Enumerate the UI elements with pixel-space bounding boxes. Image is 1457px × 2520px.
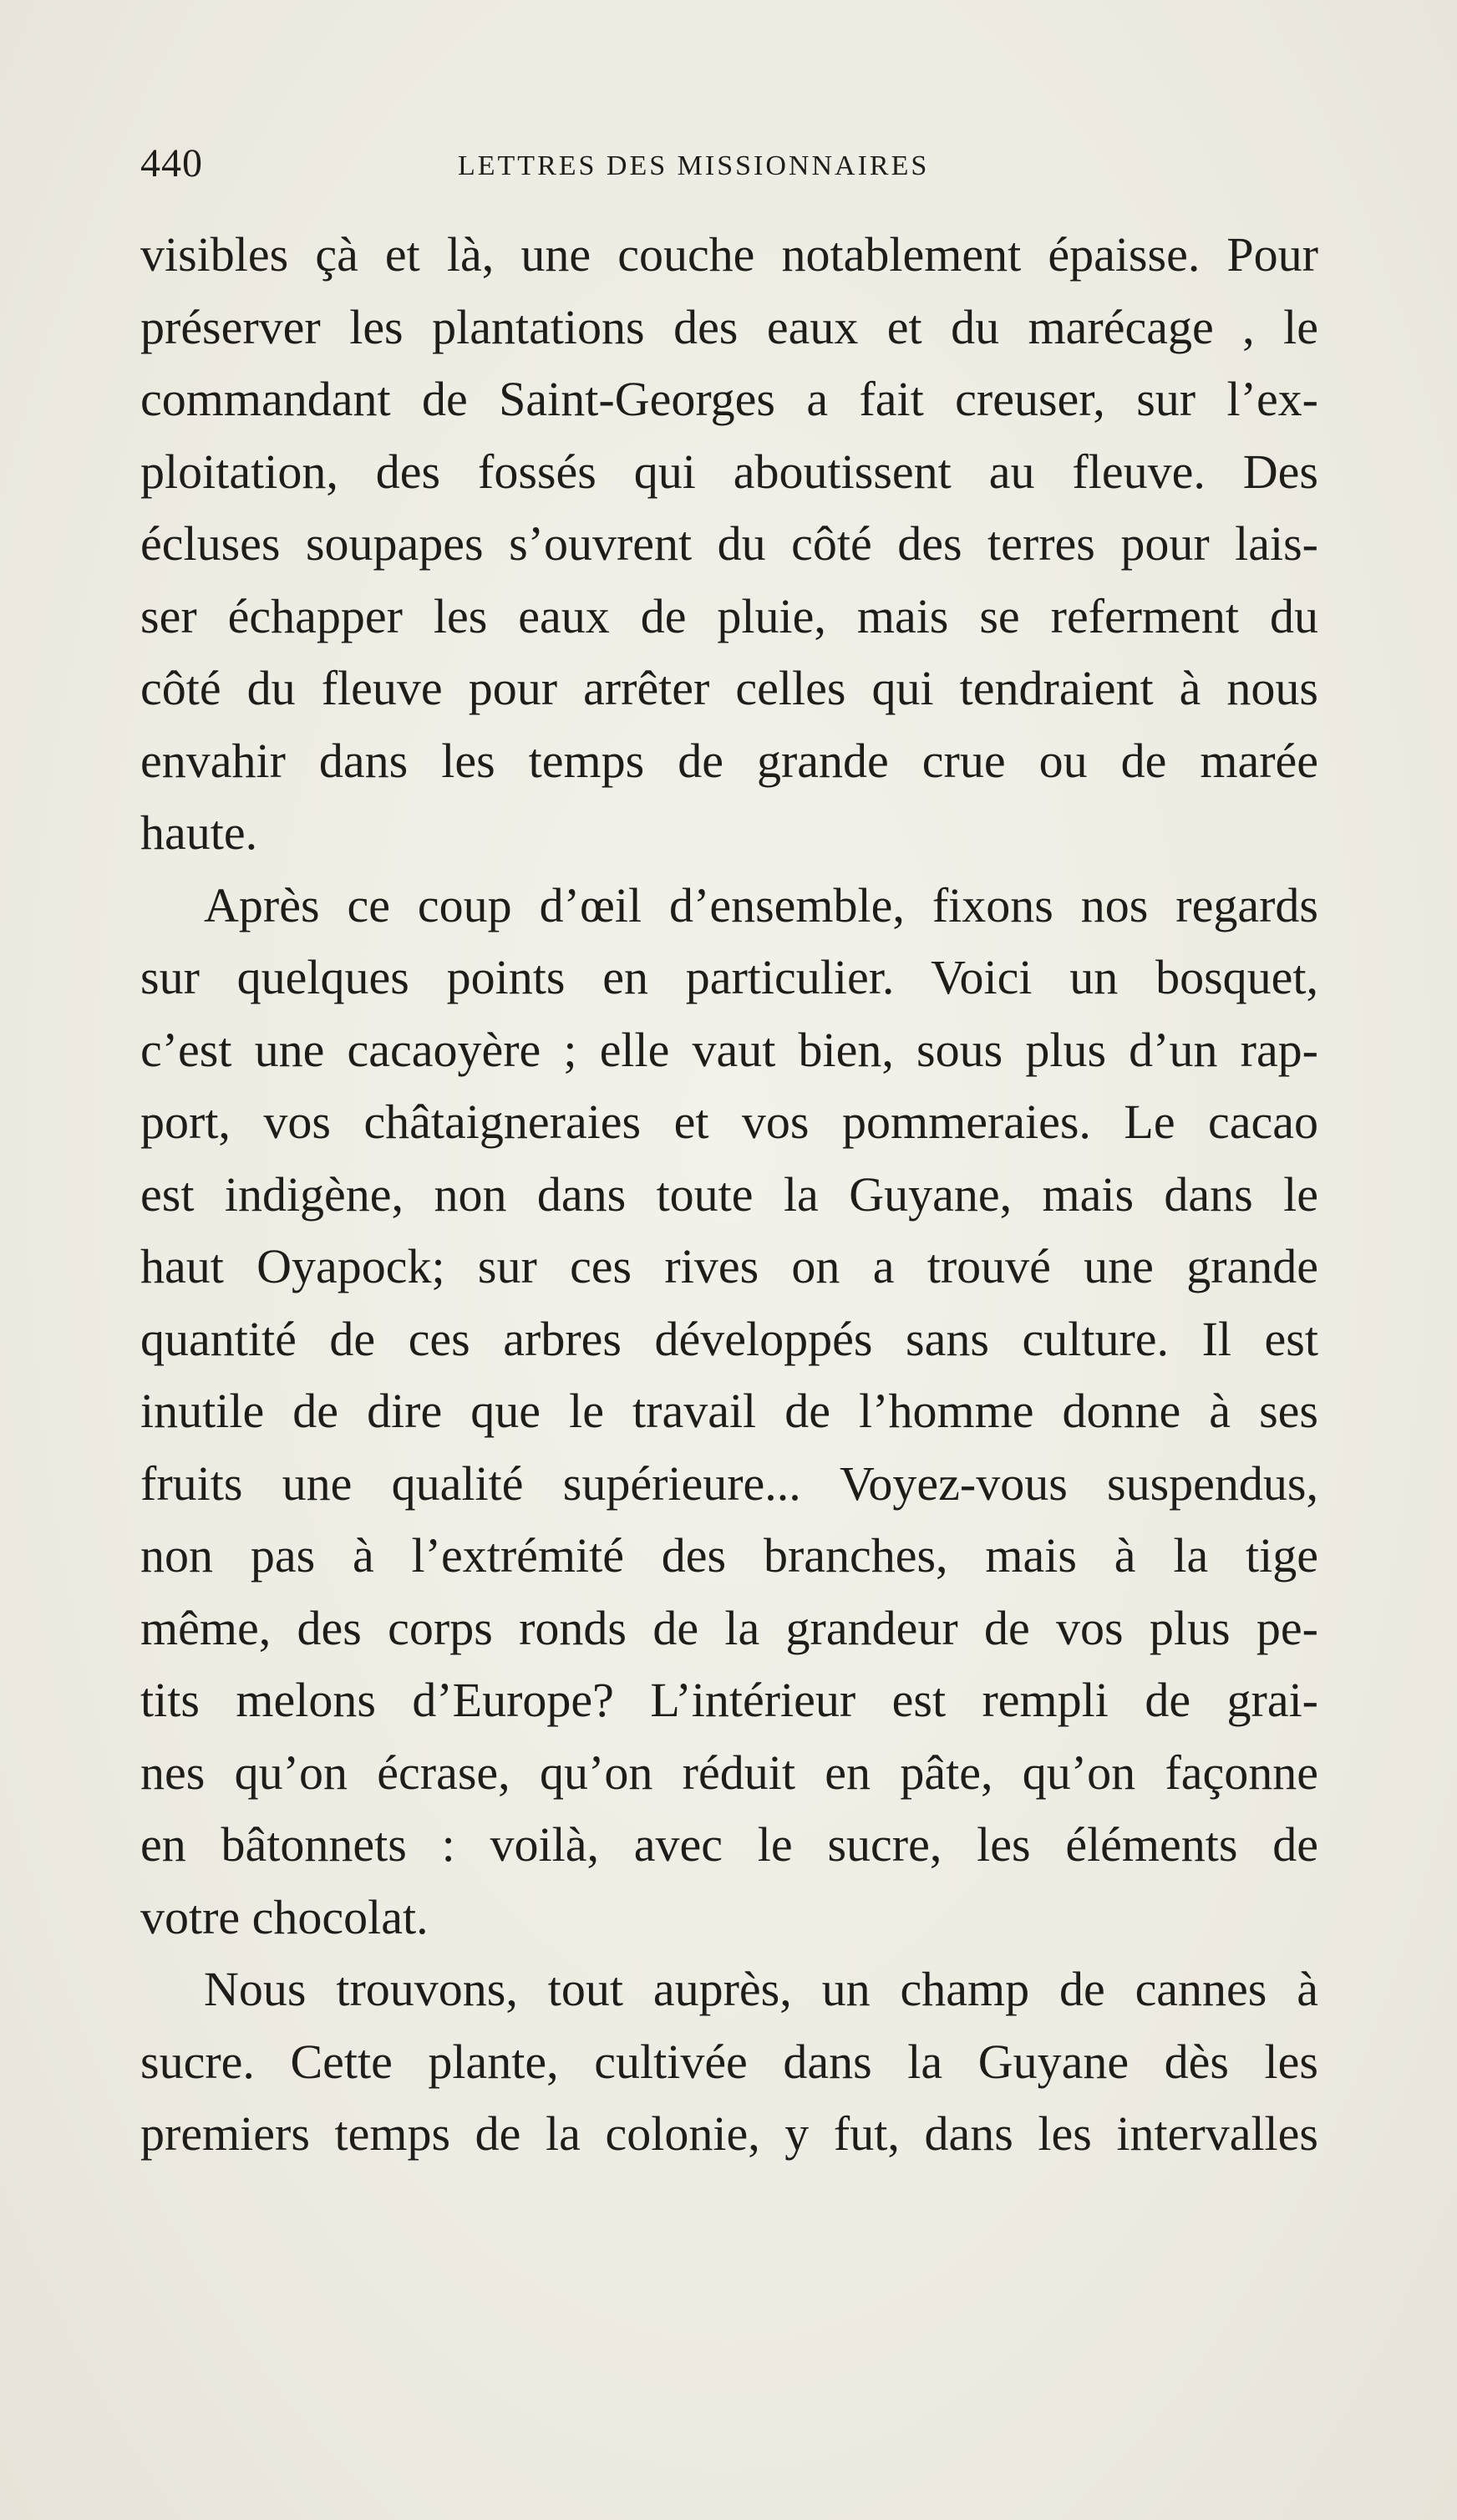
paragraph-start-line: Après ce coup d’œil d’ensemble, fixons nos regards	[204, 877, 1318, 932]
text-line: écluses soupapes s’ouvrent du côté des terres pour lais-	[140, 516, 1318, 571]
page-number: 440	[140, 141, 203, 185]
body-text	[140, 219, 1318, 2171]
running-title: LETTRES DES MISSIONNAIRES	[458, 150, 930, 181]
text-line: même, des corps ronds de la grandeur de vos plus pe-	[140, 1600, 1318, 1655]
text-line: ser échapper les eaux de pluie, mais se referment du	[140, 588, 1318, 643]
text-line: fruits une qualité supérieure... Voyez-vous suspendus,	[140, 1456, 1318, 1511]
text-line: sucre. Cette plante, cultivée dans la Guyane dès les	[140, 2034, 1318, 2089]
text-line: port, vos châtaigneraies et vos pommeraies. Le cacao	[140, 1095, 1318, 1149]
text-line: côté du fleuve pour arrêter celles qui tendraient à nous	[140, 661, 1318, 715]
text-line: commandant de Saint-Georges a fait creuser, sur l’ex-	[140, 372, 1318, 426]
text-line: en bâtonnets : voilà, avec le sucre, les éléments de	[140, 1817, 1318, 1872]
text-line: sur quelques points en particulier. Voici un bosquet,	[140, 950, 1318, 1004]
text-line: visibles çà et là, une couche notablement épaisse. Pour	[140, 227, 1318, 282]
text-line: votre chocolat.	[140, 1889, 429, 1944]
text-line: préserver les plantations des eaux et du marécage , le	[140, 299, 1318, 354]
text-line: envahir dans les temps de grande crue ou de marée	[140, 733, 1318, 788]
text-line: est indigène, non dans toute la Guyane, mais dans le	[140, 1166, 1318, 1222]
text-line: tits melons d’Europe? L’intérieur est rempli de grai-	[140, 1673, 1318, 1727]
text-line: inutile de dire que le travail de l’homme donne à ses	[140, 1384, 1318, 1438]
text-line: haut Oyapock; sur ces rives on a trouvé une grande	[140, 1239, 1318, 1293]
text-line: haute.	[140, 805, 258, 860]
paragraph-start-line: Nous trouvons, tout auprès, un champ de cannes à	[204, 1962, 1318, 2016]
text-line: nes qu’on écrase, qu’on réduit en pâte, qu’on façonne	[140, 1745, 1318, 1800]
text-line: non pas à l’extrémité des branches, mais à la tige	[140, 1528, 1318, 1583]
running-head	[140, 140, 1318, 191]
text-line: quantité de ces arbres développés sans culture. Il est	[140, 1311, 1318, 1366]
text-line: ploitation, des fossés qui aboutissent au fleuve. Des	[140, 444, 1318, 499]
text-line: premiers temps de la colonie, y fut, dans les intervalles	[140, 2106, 1318, 2161]
text-line: c’est une cacaoyère ; elle vaut bien, sous plus d’un rap-	[140, 1022, 1318, 1077]
